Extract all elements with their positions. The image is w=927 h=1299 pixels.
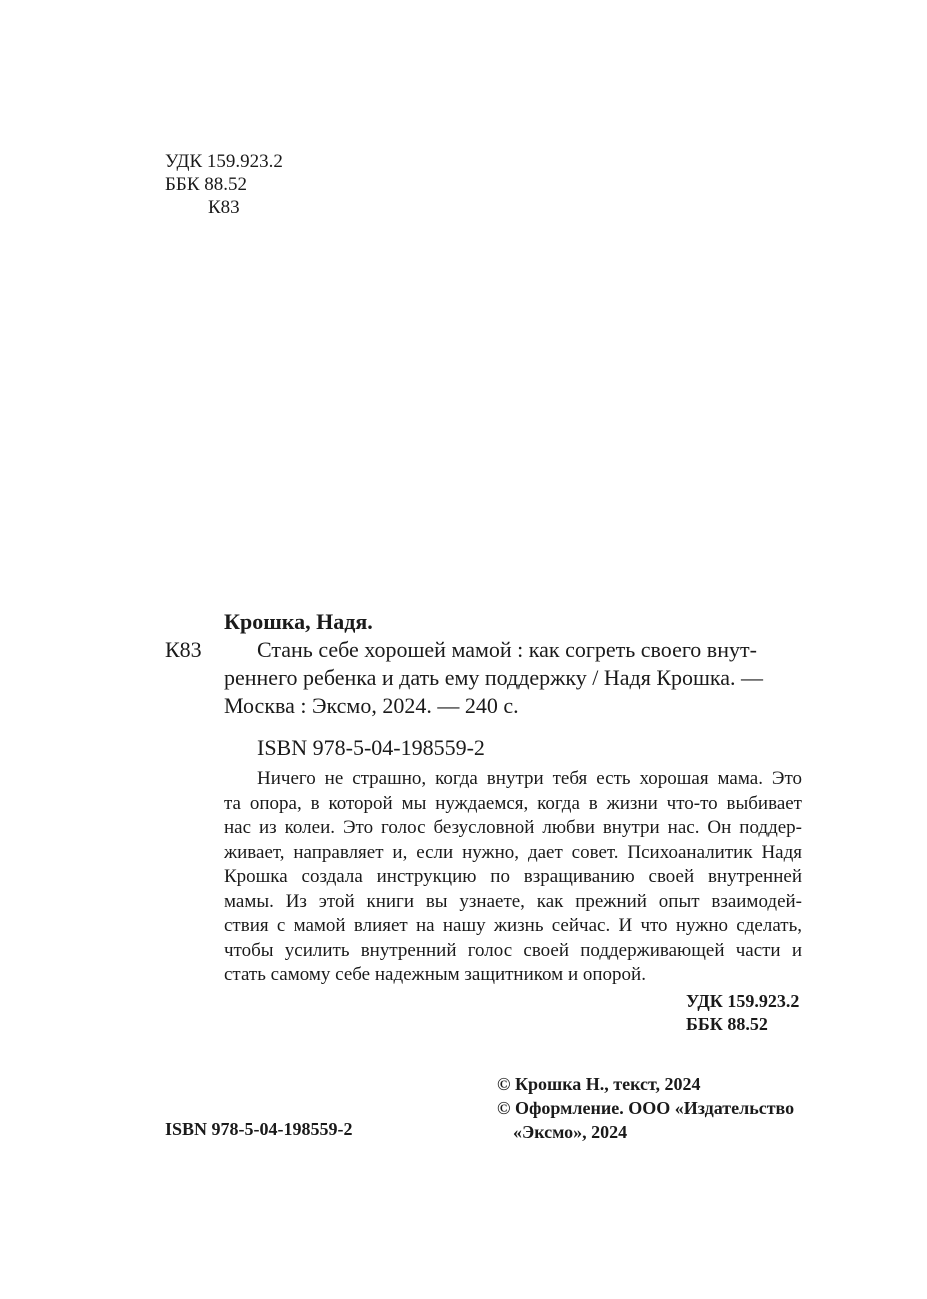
top-author-sign: К83 [208,197,240,218]
top-bbk: ББК 88.52 [165,174,247,195]
annotation-line: стать самому себе надежным защитником и опорой. [224,964,646,985]
bottom-bbk: ББК 88.52 [686,1014,768,1034]
title-line: Москва : Эксмо, 2024. — 240 с. [224,693,519,718]
title-line: Стань себе хорошей мамой : как согреть своего внут- [257,637,757,662]
copyright-design: © Оформление. ООО «Издательство [497,1098,795,1118]
annotation-line: живает, направляет и, если нужно, дает совет. Психоаналитик Надя [224,841,802,863]
copyright-design-cont: «Эксмо», 2024 [513,1122,628,1142]
annotation-line: та опора, в которой мы нуждаемся, когда в жизни что-то выбивает [224,792,802,814]
bibliographic-description [224,636,802,720]
top-udk: УДК 159.923.2 [165,151,283,172]
annotation-line: нас из колеи. Это голос безусловной любви внутри нас. Он поддер- [224,817,802,838]
author-heading: Крошка, Надя. [224,609,373,634]
annotation-line: чтобы усилить внутренний голос своей поддерживающей части и [224,939,802,961]
annotation-line: мамы. Из этой книги вы узнаете, как прежний опыт взаимодей- [224,890,802,912]
bottom-udk: УДК 159.923.2 [686,991,800,1011]
top-classification-codes [165,150,283,219]
copyright-text: © Крошка Н., текст, 2024 [497,1074,701,1094]
entry-isbn: ISBN 978-5-04-198559-2 [257,735,485,760]
annotation-line: Крошка создала инструкцию по взращиванию своей внутренней [224,866,802,887]
annotation-line: ствия с мамой влияет на нашу жизнь сейчас. И что нужно сделать, [224,915,802,936]
annotation-line: Ничего не страшно, когда внутри тебя есть хорошая мама. Это [257,768,802,789]
bottom-classification-codes [686,990,799,1036]
title-line: реннего ребенка и дать ему поддержку / Надя Крошка. — [224,665,764,690]
entry-author-sign: К83 [165,637,202,662]
annotation [224,767,802,988]
bottom-isbn: ISBN 978-5-04-198559-2 [165,1119,353,1139]
copyright-block [497,1072,794,1144]
